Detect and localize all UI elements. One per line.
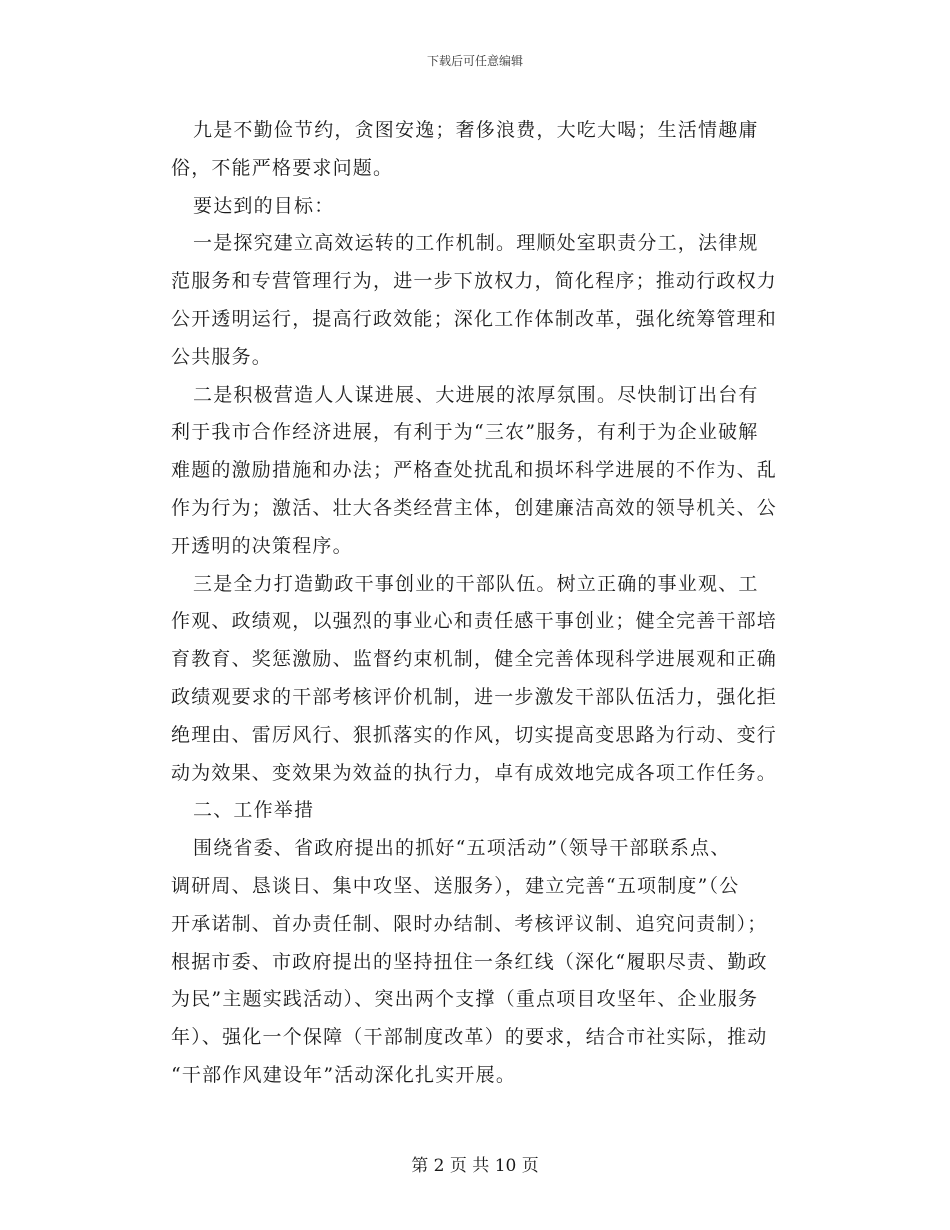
paragraph-line: 一是探究建立高效运转的工作机制。理顺处室职责分工，法律规 — [193, 232, 759, 255]
paragraph-line: 利于我市合作经济进展，有利于为“三农”服务，有利于为企业破解 — [171, 421, 759, 444]
paragraph-line: 政绩观要求的干部考核评价机制，进一步激发干部队伍活力，强化拒 — [171, 685, 778, 708]
paragraph-line: 年）、强化一个保障（干部制度改革）的要求，结合市社实际，推动 — [171, 1026, 768, 1049]
paragraph-line: 育教育、奖惩激励、监督约束机制，健全完善体现科学进展观和正确 — [171, 648, 778, 671]
section-heading: 二、工作举措 — [193, 799, 315, 822]
paragraph-line: 动为效果、变效果为效益的执行力，卓有成效地完成各项工作任务。 — [171, 761, 778, 784]
paragraph-line: 难题的激励措施和办法；严格查处扰乱和损坏科学进展的不作为、乱 — [171, 459, 778, 482]
paragraph-line: 九是不勤俭节约，贪图安逸；奢侈浪费，大吃大喝；生活情趣庸 — [193, 119, 759, 141]
paragraph-line: “干部作风建设年”活动深化扎实开展。 — [171, 1063, 517, 1086]
paragraph-line: 要达到的目标： — [193, 194, 335, 217]
paragraph-line: 作为行为；激活、壮大各类经营主体，创建廉洁高效的领导机关、公 — [171, 496, 778, 519]
paragraph-line: 公开透明运行，提高行政效能；深化工作体制改革，强化统筹管理和 — [171, 307, 778, 330]
paragraph-line: 调研周、恳谈日、集中攻坚、送服务），建立完善“五项制度”（公 — [171, 874, 740, 897]
document-body — [171, 112, 795, 1095]
paragraph-line: 范服务和专营管理行为，进一步下放权力，简化程序；推动行政权力 — [171, 270, 778, 293]
page-header: 下载后可任意编辑 — [426, 54, 523, 68]
paragraph-line: 作观、政绩观，以强烈的事业心和责任感干事创业；健全完善干部培 — [171, 610, 778, 633]
paragraph-line: 开透明的决策程序。 — [171, 534, 353, 557]
paragraph-line: 俗，不能严格要求问题。 — [171, 156, 394, 179]
paragraph-line: 三是全力打造勤政干事创业的干部队伍。树立正确的事业观、工 — [193, 572, 759, 595]
paragraph-line: 公共服务。 — [171, 345, 273, 368]
page-number-footer: 第 2 页 共 10 页 — [411, 1156, 539, 1176]
paragraph-line: 绝理由、雷厉风行、狠抓落实的作风，切实提高变思路为行动、变行 — [171, 723, 778, 746]
paragraph-line: 为民”主题实践活动）、突出两个支撑（重点项目攻坚年、企业服务 — [171, 988, 759, 1011]
paragraph-line: 开承诺制、首办责任制、限时办结制、考核评议制、追究问责制）； — [171, 912, 768, 935]
paragraph-line: 根据市委、市政府提出的坚持扭住一条红线（深化“履职尽责、勤政 — [171, 950, 768, 973]
paragraph-line: 围绕省委、省政府提出的抓好“五项活动”（领导干部联系点、 — [193, 837, 731, 860]
paragraph-line: 二是积极营造人人谋进展、大进展的浓厚氛围。尽快制订出台有 — [193, 383, 759, 406]
